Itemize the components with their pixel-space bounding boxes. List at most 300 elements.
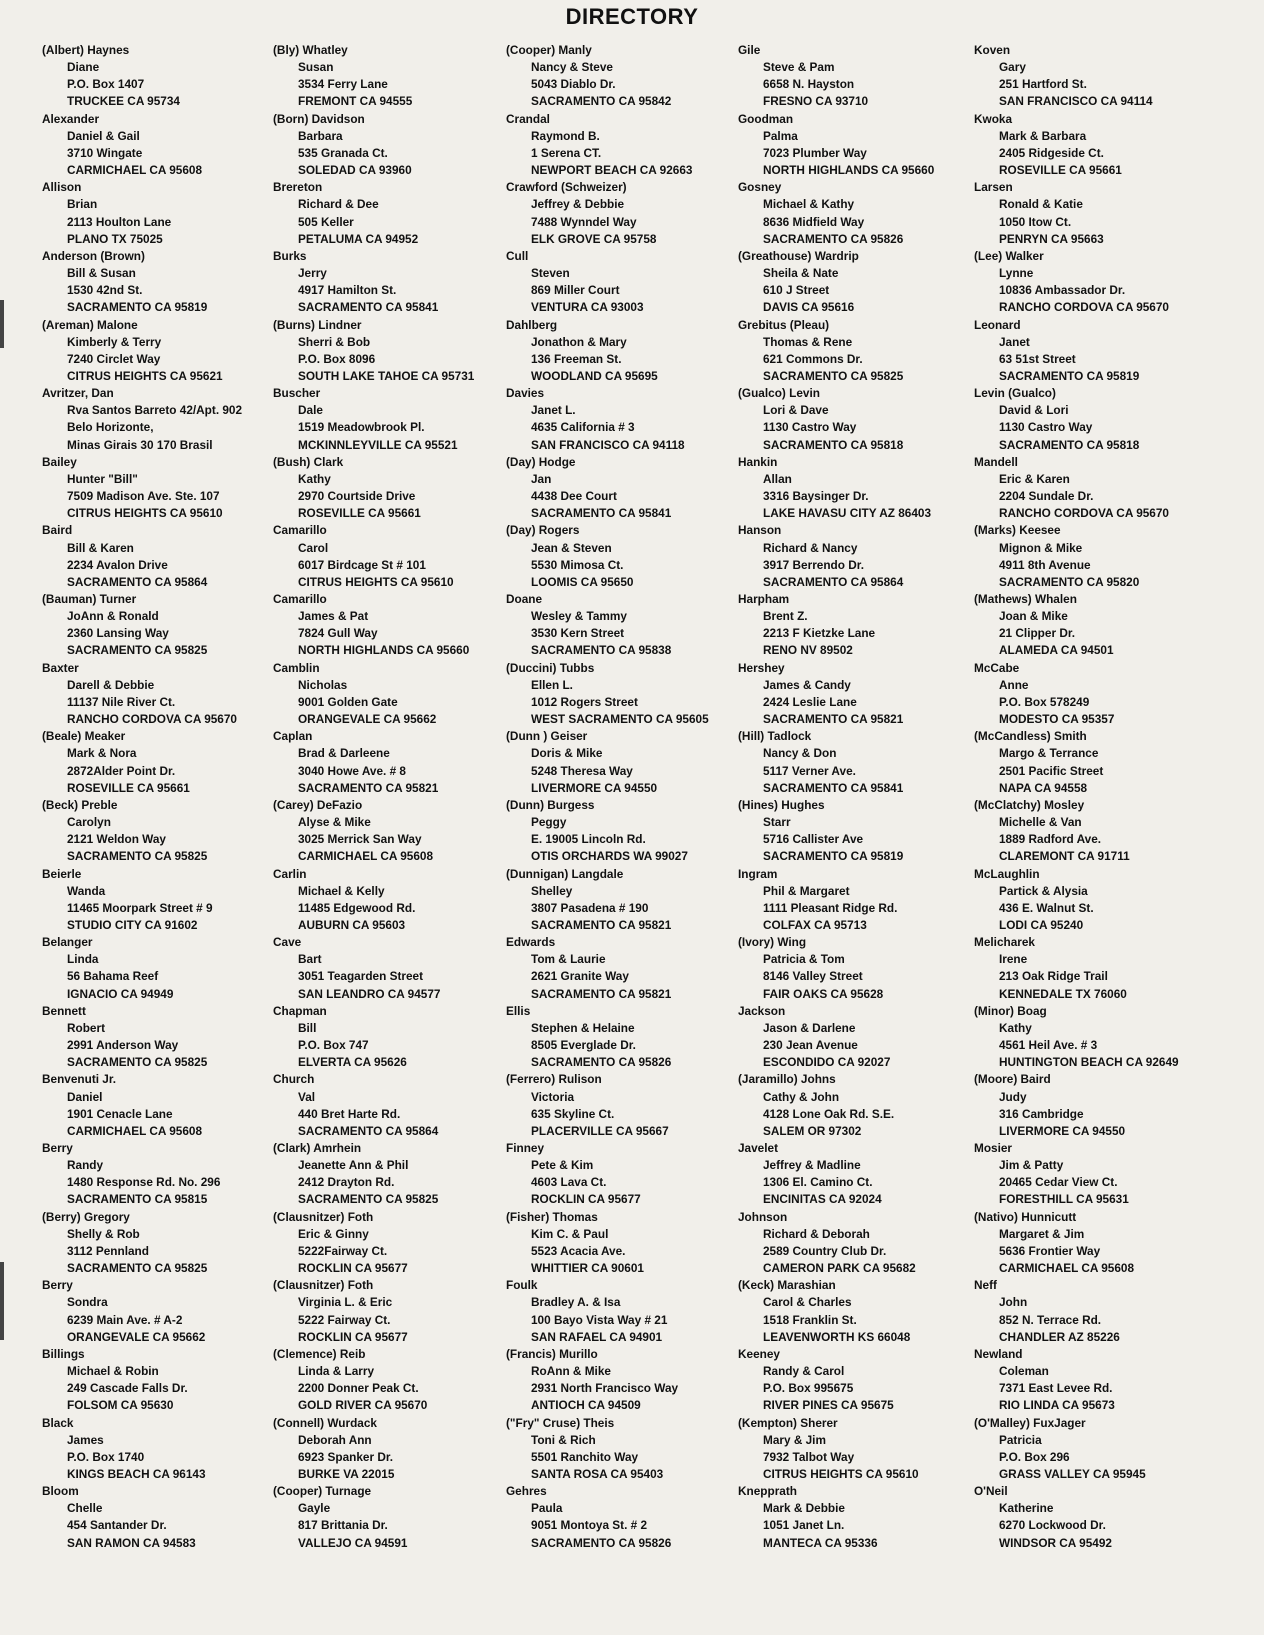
entry-city-state-zip: SACRAMENTO CA 95820 bbox=[999, 574, 1140, 589]
entry-city-state-zip: ROSEVILLE CA 95661 bbox=[298, 506, 421, 521]
directory-entry bbox=[273, 934, 498, 1003]
entry-surname: Alexander bbox=[42, 111, 100, 126]
entry-city-state-zip: FAIR OAKS CA 95628 bbox=[763, 986, 884, 1001]
entry-surname: (Dunn ) Geiser bbox=[506, 729, 588, 744]
entry-surname: Javelet bbox=[738, 1141, 779, 1155]
entry-surname: Edwards bbox=[506, 935, 556, 950]
entry-given-names: Carolyn bbox=[67, 815, 111, 830]
entry-surname: Church bbox=[273, 1072, 315, 1087]
directory-entry bbox=[42, 934, 267, 1003]
entry-surname: (Francis) Murillo bbox=[506, 1346, 598, 1361]
entry-address: 5716 Callister Ave bbox=[763, 832, 864, 847]
entry-address: 5117 Verner Ave. bbox=[763, 763, 856, 778]
entry-address: 1 Serena CT. bbox=[531, 145, 602, 160]
entry-given-names: Jeffrey & Madline bbox=[763, 1158, 861, 1173]
directory-entry bbox=[273, 522, 498, 591]
entry-address: 7824 Gull Way bbox=[298, 626, 378, 641]
entry-given-names: Virginia L. & Eric bbox=[298, 1295, 393, 1310]
entry-surname: Knepprath bbox=[738, 1484, 797, 1499]
directory-column bbox=[273, 42, 498, 1552]
entry-city-state-zip: WOODLAND CA 95695 bbox=[531, 368, 658, 383]
entry-surname: Caplan bbox=[273, 729, 313, 744]
directory-entry bbox=[506, 1209, 731, 1278]
directory-entry bbox=[273, 866, 498, 935]
entry-city-state-zip: SACRAMENTO CA 95841 bbox=[763, 780, 904, 795]
entry-given-names: Alyse & Mike bbox=[298, 815, 371, 830]
entry-address: 454 Santander Dr. bbox=[67, 1518, 167, 1533]
entry-surname: (Bauman) Turner bbox=[42, 592, 137, 606]
entry-city-state-zip: SACRAMENTO CA 95821 bbox=[298, 780, 439, 795]
directory-column bbox=[974, 42, 1199, 1552]
entry-address: 6658 N. Hayston bbox=[763, 77, 855, 92]
entry-address: 1306 El. Camino Ct. bbox=[763, 1175, 873, 1190]
entry-surname: (Cooper) Manly bbox=[506, 43, 592, 57]
entry-surname: Mosier bbox=[974, 1141, 1013, 1155]
entry-city-state-zip: TRUCKEE CA 95734 bbox=[67, 94, 180, 109]
entry-surname: Berry bbox=[42, 1278, 73, 1293]
entry-city-state-zip: ORANGEVALE CA 95662 bbox=[298, 712, 437, 727]
entry-address: 440 Bret Harte Rd. bbox=[298, 1106, 401, 1121]
directory-entry bbox=[738, 1346, 963, 1415]
directory-entry bbox=[738, 797, 963, 866]
entry-given-names: Linda bbox=[67, 952, 99, 967]
directory-column bbox=[42, 42, 267, 1552]
entry-address: 3040 Howe Ave. # 8 bbox=[298, 763, 406, 778]
entry-surname: (Ivory) Wing bbox=[738, 935, 807, 950]
directory-entry bbox=[506, 1071, 731, 1140]
entry-address: 2360 Lansing Way bbox=[67, 626, 169, 641]
directory-entry bbox=[974, 1277, 1199, 1346]
entry-address: 4128 Lone Oak Rd. S.E. bbox=[763, 1106, 895, 1121]
entry-city-state-zip: LIVERMORE CA 94550 bbox=[531, 780, 658, 795]
entry-given-names: Michael & Kelly bbox=[298, 883, 385, 898]
entry-city-state-zip: WEST SACRAMENTO CA 95605 bbox=[531, 712, 709, 727]
entry-city-state-zip: PENRYN CA 95663 bbox=[999, 231, 1104, 246]
entry-address: 2121 Weldon Way bbox=[67, 832, 166, 847]
entry-given-names: Linda & Larry bbox=[298, 1364, 375, 1379]
entry-address: 5222 Fairway Ct. bbox=[298, 1312, 391, 1327]
entry-city-state-zip: NORTH HIGHLANDS CA 95660 bbox=[298, 643, 470, 658]
entry-surname: Benvenuti Jr. bbox=[42, 1072, 117, 1087]
entry-city-state-zip: LIVERMORE CA 94550 bbox=[999, 1123, 1126, 1138]
entry-given-names: Carol bbox=[298, 540, 329, 555]
entry-address: Belo Horizonte, bbox=[67, 420, 154, 435]
directory-entry bbox=[974, 1415, 1199, 1484]
entry-surname: (Keck) Marashian bbox=[738, 1278, 836, 1293]
entry-address: 3316 Baysinger Dr. bbox=[763, 489, 869, 504]
entry-city-state-zip: ROCKLIN CA 95677 bbox=[298, 1329, 408, 1344]
entry-address: 2213 F Kietzke Lane bbox=[763, 626, 876, 641]
entry-given-names: Brent Z. bbox=[763, 609, 808, 624]
entry-surname: (Bush) Clark bbox=[273, 454, 344, 469]
entry-address: 3051 Teagarden Street bbox=[298, 969, 424, 984]
entry-surname: Brereton bbox=[273, 180, 323, 195]
entry-surname: Bennett bbox=[42, 1003, 86, 1018]
entry-city-state-zip: SACRAMENTO CA 95826 bbox=[531, 1055, 672, 1070]
directory-entry bbox=[738, 660, 963, 729]
directory-entry bbox=[506, 248, 731, 317]
entry-given-names: Starr bbox=[763, 815, 791, 830]
entry-given-names: Mark & Nora bbox=[67, 746, 137, 761]
entry-given-names: Toni & Rich bbox=[531, 1432, 596, 1447]
entry-city-state-zip: SACRAMENTO CA 95825 bbox=[298, 1192, 439, 1207]
directory-entry bbox=[42, 591, 267, 660]
directory-entry bbox=[42, 111, 267, 180]
entry-surname: Belanger bbox=[42, 935, 93, 950]
entry-city-state-zip: IGNACIO CA 94949 bbox=[67, 986, 174, 1001]
entry-given-names: Irene bbox=[999, 952, 1028, 967]
entry-city-state-zip: RANCHO CORDOVA CA 95670 bbox=[67, 712, 237, 727]
entry-city-state-zip: CITRUS HEIGHTS CA 95610 bbox=[67, 506, 223, 521]
entry-city-state-zip: Minas Girais 30 170 Brasil bbox=[67, 437, 213, 452]
entry-city-state-zip: LEAVENWORTH KS 66048 bbox=[763, 1329, 911, 1344]
entry-city-state-zip: CITRUS HEIGHTS CA 95610 bbox=[298, 574, 454, 589]
entry-given-names: Judy bbox=[999, 1089, 1027, 1104]
directory-entry bbox=[974, 522, 1199, 591]
directory-entry bbox=[738, 1209, 963, 1278]
entry-address: 2113 Houlton Lane bbox=[67, 214, 172, 229]
directory-entry bbox=[738, 454, 963, 523]
entry-address: 2970 Courtside Drive bbox=[298, 489, 416, 504]
entry-city-state-zip: SACRAMENTO CA 95821 bbox=[531, 986, 672, 1001]
directory-entry bbox=[974, 179, 1199, 248]
directory-entry bbox=[273, 728, 498, 797]
entry-city-state-zip: ELK GROVE CA 95758 bbox=[531, 231, 657, 246]
entry-address: 56 Bahama Reef bbox=[67, 969, 159, 984]
directory-entry bbox=[506, 1140, 731, 1209]
entry-given-names: Richard & Deborah bbox=[763, 1226, 870, 1241]
entry-address: P.O. Box 1407 bbox=[67, 77, 145, 92]
directory-entry bbox=[738, 111, 963, 180]
entry-surname: Camblin bbox=[273, 660, 320, 675]
entry-surname: (Albert) Haynes bbox=[42, 43, 130, 57]
directory-entry bbox=[273, 317, 498, 386]
entry-address: P.O. Box 1740 bbox=[67, 1449, 145, 1464]
directory-entry bbox=[974, 1483, 1199, 1552]
entry-surname: Koven bbox=[974, 43, 1011, 57]
entry-surname: Finney bbox=[506, 1141, 545, 1155]
entry-given-names: Shelly & Rob bbox=[67, 1226, 140, 1241]
entry-surname: (Clausnitzer) Foth bbox=[273, 1278, 374, 1293]
entry-city-state-zip: WINDSOR CA 95492 bbox=[999, 1535, 1112, 1550]
entry-city-state-zip: SACRAMENTO CA 95819 bbox=[999, 368, 1140, 383]
entry-city-state-zip: RANCHO CORDOVA CA 95670 bbox=[999, 506, 1169, 521]
entry-surname: (Jaramillo) Johns bbox=[738, 1072, 836, 1087]
entry-surname: Beierle bbox=[42, 866, 82, 881]
entry-surname: (Day) Hodge bbox=[506, 454, 576, 469]
entry-city-state-zip: CARMICHAEL CA 95608 bbox=[999, 1261, 1135, 1276]
entry-city-state-zip: SACRAMENTO CA 95819 bbox=[67, 300, 208, 315]
entry-surname: (O'Malley) FuxJager bbox=[974, 1415, 1086, 1430]
entry-city-state-zip: SACRAMENTO CA 95825 bbox=[67, 643, 208, 658]
page-title: DIRECTORY bbox=[565, 4, 699, 29]
entry-city-state-zip: ORANGEVALE CA 95662 bbox=[67, 1329, 206, 1344]
entry-city-state-zip: SACRAMENTO CA 95864 bbox=[67, 574, 208, 589]
entry-address: 9001 Golden Gate bbox=[298, 694, 398, 709]
entry-given-names: Sondra bbox=[67, 1295, 108, 1310]
entry-given-names: James & Candy bbox=[763, 677, 851, 692]
entry-given-names: Richard & Dee bbox=[298, 197, 379, 212]
entry-surname: Davies bbox=[506, 386, 545, 401]
entry-surname: Neff bbox=[974, 1278, 997, 1293]
entry-given-names: Allan bbox=[763, 471, 792, 486]
entry-surname: (Beck) Preble bbox=[42, 797, 118, 812]
directory-entry bbox=[273, 1003, 498, 1072]
directory-entry bbox=[738, 179, 963, 248]
entry-city-state-zip: SACRAMENTO CA 95842 bbox=[531, 94, 672, 109]
entry-given-names: Daniel bbox=[67, 1089, 103, 1104]
directory-entry bbox=[506, 728, 731, 797]
directory-entry bbox=[738, 385, 963, 454]
entry-given-names: Val bbox=[298, 1089, 316, 1104]
directory-entry bbox=[974, 1140, 1199, 1209]
entry-given-names: David & Lori bbox=[999, 403, 1069, 418]
directory-entry bbox=[506, 1415, 731, 1484]
entry-given-names: Wesley & Tammy bbox=[531, 609, 627, 624]
entry-surname: Leonard bbox=[974, 317, 1021, 332]
entry-city-state-zip: MANTECA CA 95336 bbox=[763, 1535, 878, 1550]
directory-entry bbox=[273, 591, 498, 660]
entry-city-state-zip: SAN RAMON CA 94583 bbox=[67, 1535, 196, 1550]
entry-given-names: Jeanette Ann & Phil bbox=[298, 1158, 409, 1173]
directory-entry bbox=[506, 522, 731, 591]
entry-given-names: Kim C. & Paul bbox=[531, 1226, 609, 1241]
entry-surname: O'Neil bbox=[974, 1484, 1008, 1499]
entry-surname: (Marks) Keesee bbox=[974, 523, 1061, 538]
entry-surname: Anderson (Brown) bbox=[42, 248, 145, 263]
entry-given-names: Rva Santos Barreto 42/Apt. 902 bbox=[67, 403, 243, 418]
entry-city-state-zip: SACRAMENTO CA 95821 bbox=[531, 917, 672, 932]
entry-given-names: John bbox=[999, 1295, 1028, 1310]
directory-entry bbox=[42, 1346, 267, 1415]
entry-surname: (Mathews) Whalen bbox=[974, 592, 1077, 606]
directory-entry bbox=[974, 866, 1199, 935]
directory-entry bbox=[738, 728, 963, 797]
entry-city-state-zip: PETALUMA CA 94952 bbox=[298, 231, 419, 246]
entry-surname: (Clark) Amrhein bbox=[273, 1141, 362, 1155]
entry-given-names: Bradley A. & Isa bbox=[531, 1295, 621, 1310]
directory-entry bbox=[738, 248, 963, 317]
entry-city-state-zip: SAN LEANDRO CA 94577 bbox=[298, 986, 441, 1001]
entry-surname: (Carey) DeFazio bbox=[273, 797, 363, 812]
entry-address: 7488 Wynndel Way bbox=[531, 214, 637, 229]
directory-entry bbox=[974, 42, 1199, 111]
entry-address: 1901 Cenacle Lane bbox=[67, 1106, 173, 1121]
entry-given-names: Randy bbox=[67, 1158, 104, 1173]
entry-address: 230 Jean Avenue bbox=[763, 1038, 858, 1053]
entry-city-state-zip: SACRAMENTO CA 95821 bbox=[763, 712, 904, 727]
directory-entry bbox=[273, 797, 498, 866]
entry-given-names: Cathy & John bbox=[763, 1089, 840, 1104]
entry-given-names: Jason & Darlene bbox=[763, 1020, 856, 1035]
entry-address: 4561 Heil Ave. # 3 bbox=[999, 1038, 1098, 1053]
entry-given-names: Sherri & Bob bbox=[298, 334, 371, 349]
entry-surname: Melicharek bbox=[974, 935, 1035, 950]
entry-address: E. 19005 Lincoln Rd. bbox=[531, 832, 646, 847]
entry-address: P.O. Box 578249 bbox=[999, 694, 1090, 709]
entry-city-state-zip: CLAREMONT CA 91711 bbox=[999, 849, 1130, 864]
directory-entry bbox=[42, 1277, 267, 1346]
entry-surname: (Clemence) Reib bbox=[273, 1346, 366, 1361]
entry-city-state-zip: SAN FRANCISCO CA 94114 bbox=[999, 94, 1153, 109]
entry-given-names: Patricia bbox=[999, 1432, 1042, 1447]
entry-surname: (Hines) Hughes bbox=[738, 797, 825, 812]
entry-surname: Levin (Gualco) bbox=[974, 386, 1056, 401]
entry-given-names: Jeffrey & Debbie bbox=[531, 197, 625, 212]
directory-entry bbox=[974, 248, 1199, 317]
entry-city-state-zip: GRASS VALLEY CA 95945 bbox=[999, 1466, 1146, 1481]
directory-entry bbox=[42, 317, 267, 386]
entry-surname: Ingram bbox=[738, 866, 778, 881]
entry-city-state-zip: MODESTO CA 95357 bbox=[999, 712, 1115, 727]
directory-entry bbox=[42, 1071, 267, 1140]
entry-given-names: Jim & Patty bbox=[999, 1158, 1064, 1173]
directory-entry bbox=[42, 522, 267, 591]
entry-address: 6239 Main Ave. # A-2 bbox=[67, 1312, 183, 1327]
entry-given-names: Richard & Nancy bbox=[763, 540, 858, 555]
entry-city-state-zip: STUDIO CITY CA 91602 bbox=[67, 917, 198, 932]
entry-city-state-zip: SACRAMENTO CA 95841 bbox=[531, 506, 672, 521]
directory-entry bbox=[506, 42, 731, 111]
entry-city-state-zip: CARMICHAEL CA 95608 bbox=[67, 1123, 203, 1138]
entry-surname: Baxter bbox=[42, 660, 79, 675]
entry-given-names: Sheila & Nate bbox=[763, 266, 839, 281]
entry-address: 11485 Edgewood Rd. bbox=[298, 900, 416, 915]
entry-address: 5043 Diablo Dr. bbox=[531, 77, 616, 92]
entry-address: 6017 Birdcage St # 101 bbox=[298, 557, 426, 572]
entry-given-names: Randy & Carol bbox=[763, 1364, 845, 1379]
entry-address: 11137 Nile River Ct. bbox=[67, 694, 176, 709]
directory-column bbox=[506, 42, 731, 1552]
entry-address: 5501 Ranchito Way bbox=[531, 1449, 639, 1464]
entry-given-names: Wanda bbox=[67, 883, 106, 898]
directory-entry bbox=[42, 248, 267, 317]
entry-city-state-zip: ROCKLIN CA 95677 bbox=[531, 1192, 641, 1207]
directory-entry bbox=[974, 454, 1199, 523]
entry-surname: (Clausnitzer) Foth bbox=[273, 1209, 374, 1224]
directory-entry bbox=[738, 591, 963, 660]
directory-entry bbox=[273, 248, 498, 317]
entry-address: P.O. Box 296 bbox=[999, 1449, 1070, 1464]
entry-address: 6923 Spanker Dr. bbox=[298, 1449, 394, 1464]
entry-given-names: Joan & Mike bbox=[999, 609, 1068, 624]
entry-given-names: Thomas & Rene bbox=[763, 334, 853, 349]
directory-entry bbox=[506, 1483, 731, 1552]
entry-address: 7240 Circlet Way bbox=[67, 351, 161, 366]
entry-given-names: James & Pat bbox=[298, 609, 369, 624]
entry-city-state-zip: SACRAMENTO CA 95818 bbox=[763, 437, 904, 452]
directory-entry bbox=[506, 591, 731, 660]
entry-given-names: Nancy & Don bbox=[763, 746, 837, 761]
entry-address: 4635 California # 3 bbox=[531, 420, 635, 435]
entry-city-state-zip: SACRAMENTO CA 95819 bbox=[763, 849, 904, 864]
binding-mark bbox=[0, 1262, 4, 1300]
entry-city-state-zip: SAN RAFAEL CA 94901 bbox=[531, 1329, 663, 1344]
entry-city-state-zip: NAPA CA 94558 bbox=[999, 780, 1088, 795]
entry-surname: Harpham bbox=[738, 592, 790, 606]
entry-given-names: Mary & Jim bbox=[763, 1432, 826, 1447]
directory-entry bbox=[738, 866, 963, 935]
entry-address: 5530 Mimosa Ct. bbox=[531, 557, 624, 572]
directory-entry bbox=[273, 1346, 498, 1415]
entry-city-state-zip: GOLD RIVER CA 95670 bbox=[298, 1398, 428, 1413]
entry-given-names: Margaret & Jim bbox=[999, 1226, 1085, 1241]
entry-address: 5523 Acacia Ave. bbox=[531, 1243, 626, 1258]
entry-surname: (Bly) Whatley bbox=[273, 43, 348, 57]
directory-entry bbox=[42, 179, 267, 248]
entry-surname: (Born) Davidson bbox=[273, 111, 365, 126]
entry-address: 535 Granada Ct. bbox=[298, 145, 388, 160]
entry-address: 1050 Itow Ct. bbox=[999, 214, 1072, 229]
entry-surname: (Fisher) Thomas bbox=[506, 1209, 598, 1224]
entry-given-names: Lynne bbox=[999, 266, 1034, 281]
entry-given-names: Shelley bbox=[531, 883, 573, 898]
entry-given-names: Hunter "Bill" bbox=[67, 471, 138, 486]
entry-city-state-zip: CAMERON PARK CA 95682 bbox=[763, 1261, 916, 1276]
directory-entry bbox=[42, 1415, 267, 1484]
entry-address: P.O. Box 995675 bbox=[763, 1381, 854, 1396]
directory-entry bbox=[42, 1483, 267, 1552]
entry-city-state-zip: ROCKLIN CA 95677 bbox=[298, 1261, 408, 1276]
entry-surname: Allison bbox=[42, 180, 82, 195]
entry-surname: Keeney bbox=[738, 1346, 780, 1361]
entry-address: 100 Bayo Vista Way # 21 bbox=[531, 1312, 668, 1327]
entry-address: 3534 Ferry Lane bbox=[298, 77, 388, 92]
entry-given-names: Barbara bbox=[298, 128, 343, 143]
entry-address: 213 Oak Ridge Trail bbox=[999, 969, 1108, 984]
entry-given-names: Michael & Kathy bbox=[763, 197, 855, 212]
directory-entry bbox=[42, 1209, 267, 1278]
directory-entry bbox=[273, 385, 498, 454]
entry-surname: Bailey bbox=[42, 454, 77, 469]
directory-entry bbox=[974, 1209, 1199, 1278]
entry-city-state-zip: ELVERTA CA 95626 bbox=[298, 1055, 407, 1070]
entry-address: 3112 Pennland bbox=[67, 1243, 149, 1258]
directory-entry bbox=[42, 385, 267, 454]
entry-surname: (Minor) Boag bbox=[974, 1003, 1047, 1018]
entry-surname: Crawford (Schweizer) bbox=[506, 180, 627, 195]
entry-address: 8146 Valley Street bbox=[763, 969, 863, 984]
entry-city-state-zip: CITRUS HEIGHTS CA 95621 bbox=[67, 368, 223, 383]
entry-city-state-zip: SACRAMENTO CA 95825 bbox=[67, 1055, 208, 1070]
entry-address: 63 51st Street bbox=[999, 351, 1076, 366]
entry-given-names: Tom & Laurie bbox=[531, 952, 606, 967]
entry-address: 3710 Wingate bbox=[67, 145, 143, 160]
entry-given-names: Bill & Karen bbox=[67, 540, 134, 555]
entry-address: 2991 Anderson Way bbox=[67, 1038, 179, 1053]
directory-entry bbox=[42, 1140, 267, 1209]
entry-address: 2405 Ridgeside Ct. bbox=[999, 145, 1104, 160]
entry-surname: (Duccini) Tubbs bbox=[506, 660, 595, 675]
entry-surname: Gile bbox=[738, 43, 761, 57]
directory-entry bbox=[738, 1071, 963, 1140]
entry-city-state-zip: NEWPORT BEACH CA 92663 bbox=[531, 163, 693, 178]
entry-address: 8505 Everglade Dr. bbox=[531, 1038, 636, 1053]
entry-address: 5222Fairway Ct. bbox=[298, 1243, 388, 1258]
entry-address: 3025 Merrick San Way bbox=[298, 832, 422, 847]
entry-city-state-zip: FOLSOM CA 95630 bbox=[67, 1398, 174, 1413]
entry-city-state-zip: LOOMIS CA 95650 bbox=[531, 574, 634, 589]
entry-surname: (Day) Rogers bbox=[506, 523, 580, 538]
entry-surname: McLaughlin bbox=[974, 866, 1040, 881]
entry-given-names: Margo & Terrance bbox=[999, 746, 1099, 761]
entry-city-state-zip: SACRAMENTO CA 95864 bbox=[298, 1123, 439, 1138]
entry-city-state-zip: SALEM OR 97302 bbox=[763, 1123, 862, 1138]
entry-given-names: RoAnn & Mike bbox=[531, 1364, 611, 1379]
entry-given-names: Daniel & Gail bbox=[67, 128, 140, 143]
entry-city-state-zip: SACRAMENTO CA 95825 bbox=[67, 1261, 208, 1276]
entry-address: 1130 Castro Way bbox=[999, 420, 1093, 435]
